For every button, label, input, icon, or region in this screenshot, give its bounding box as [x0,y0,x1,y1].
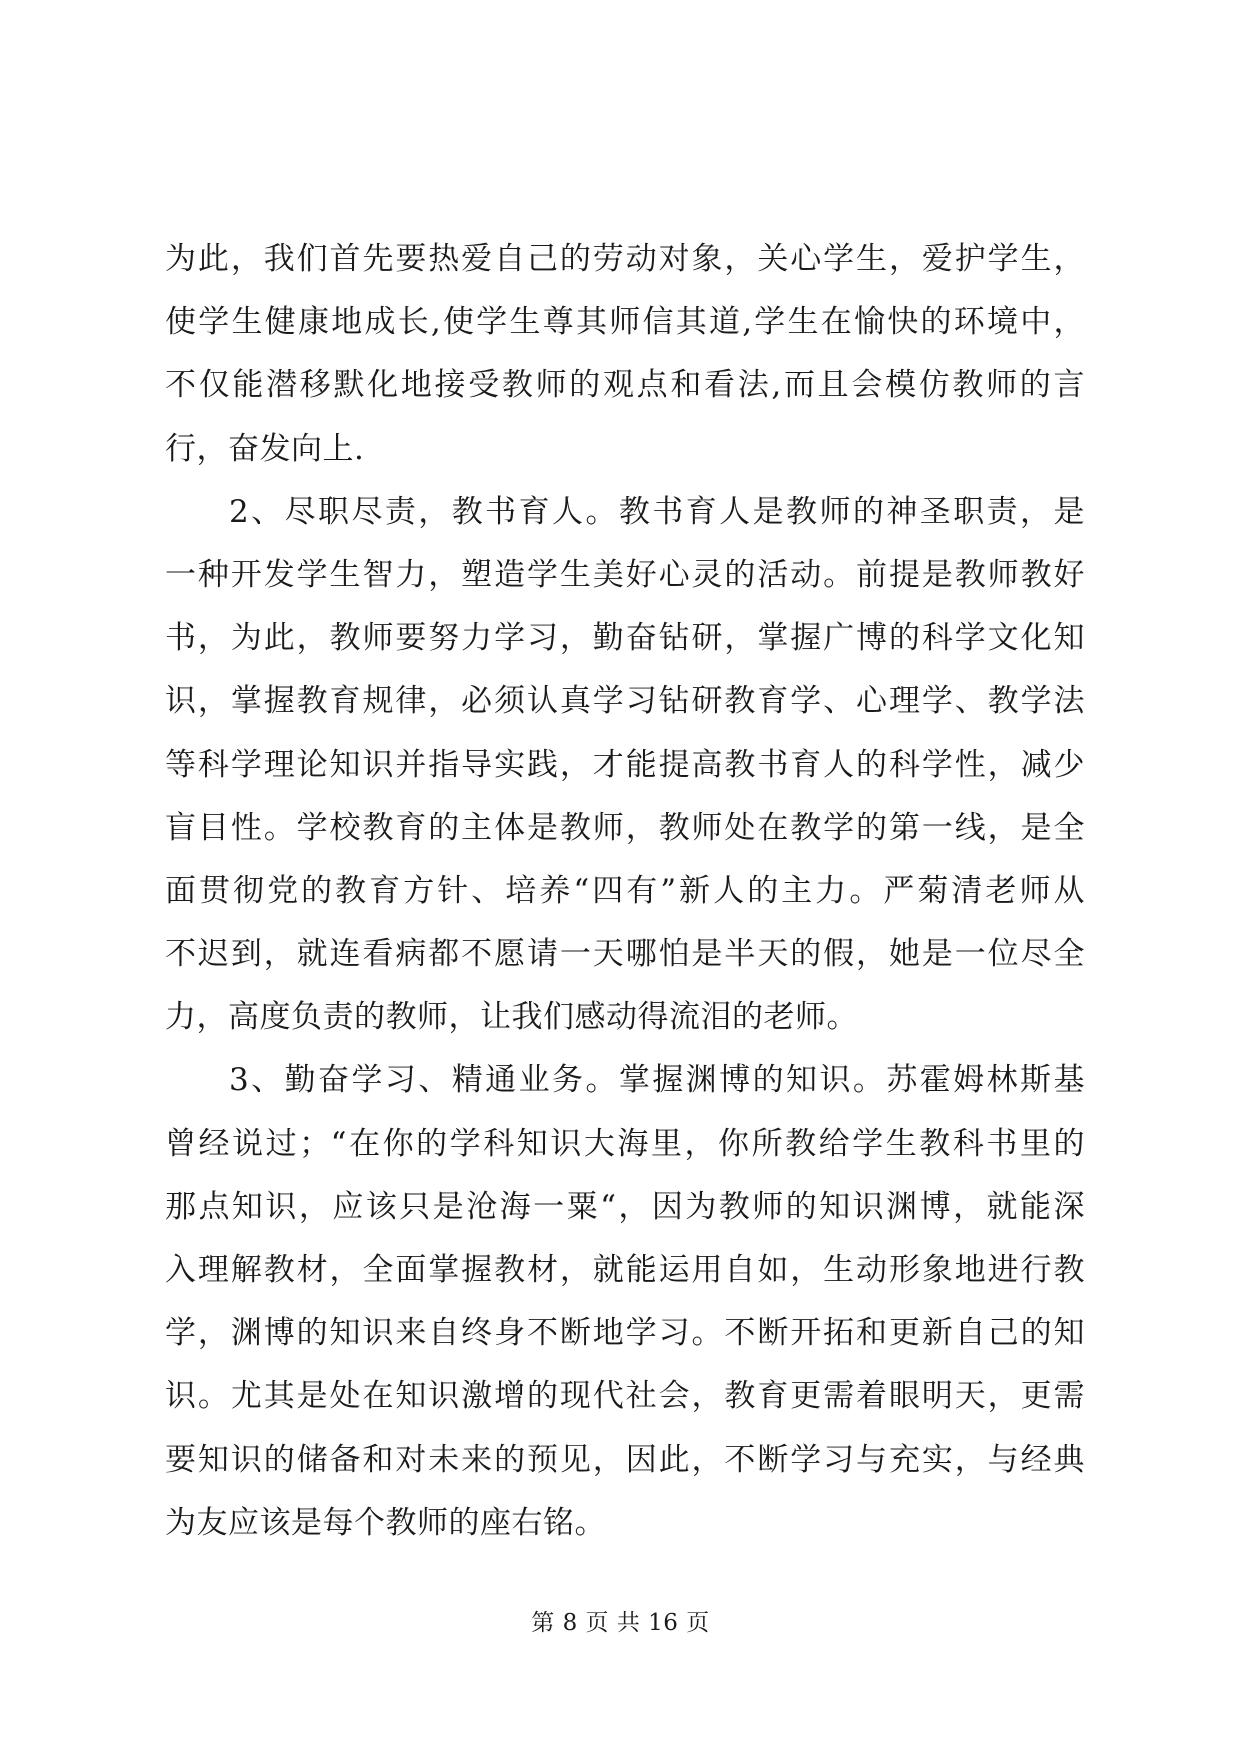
text-line: 学，渊博的知识来自终身不断地学习。不断开拓和更新自己的知 [165,1315,1085,1352]
text-line: 面贯彻党的教育方针、培养“四有”新人的主力。严菊清老师从 [165,872,1085,909]
text-line: 曾经说过；“在你的学科知识大海里，你所教给学生教科书里的 [165,1125,1085,1162]
text-line: 不仅能潜移默化地接受教师的观点和看法,而且会模仿教师的言 [165,367,1085,404]
text-line: 要知识的储备和对未来的预见，因此，不断学习与充实，与经典 [165,1441,1085,1478]
text-line: 识。尤其是处在知识激增的现代社会，教育更需着眼明天，更需 [165,1378,1085,1415]
text-line: 不迟到，就连看病都不愿请一天哪怕是半天的假，她是一位尽全 [165,936,1085,973]
text-line: 为友应该是每个教师的座右铭。 [165,1504,606,1541]
paragraph-start-line: 3、勤奋学习、精通业务。掌握渊博的知识。苏霍姆林斯基 [229,1062,1085,1099]
text-line: 书，为此，教师要努力学习，勤奋钻研，掌握广博的科学文化知 [165,620,1085,657]
text-line: 一种开发学生智力，塑造学生美好心灵的活动。前提是教师教好 [165,556,1085,593]
text-line: 盲目性。学校教育的主体是教师，教师处在教学的第一线，是全 [165,809,1085,846]
page-footer [0,1608,1241,1638]
text-line: 使学生健康地成长,使学生尊其师信其道,学生在愉快的环境中， [165,304,1085,341]
text-line: 入理解教材，全面掌握教材，就能运用自如，生动形象地进行教 [165,1252,1085,1288]
text-line: 那点知识，应该只是沧海一粟“，因为教师的知识渊博，就能深 [165,1188,1085,1225]
paragraph-start-line: 2、尽职尽责，教书育人。教书育人是教师的神圣职责，是 [229,493,1085,530]
text-line: 力，高度负责的教师，让我们感动得流泪的老师。 [165,999,858,1036]
text-line: 为此，我们首先要热爱自己的劳动对象，关心学生，爱护学生， [165,241,1085,277]
text-line: 等科学理论知识并指导实践，才能提高教书育人的科学性，减少 [165,746,1085,783]
page-number: 第 8 页 共 16 页 [531,1610,710,1636]
text-line: 识，掌握教育规律，必须认真学习钻研教育学、心理学、教学法 [165,683,1085,720]
text-line: 行，奋发向上. [165,430,365,467]
body-text [165,228,1085,1555]
